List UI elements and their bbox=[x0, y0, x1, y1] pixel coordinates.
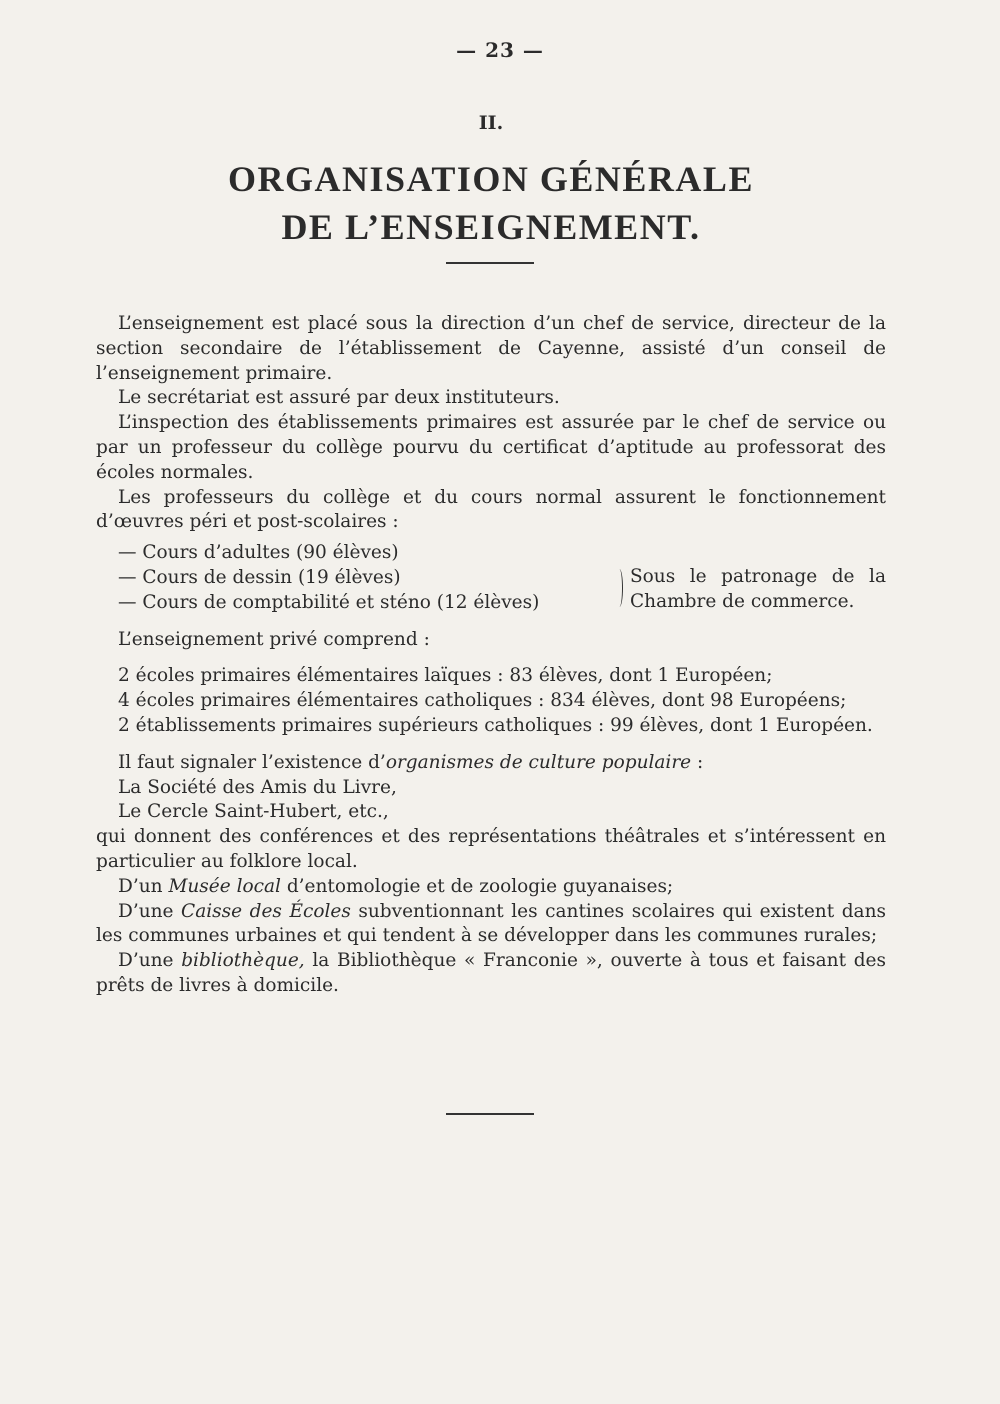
cercle-saint-hubert: Le Cercle Saint-Hubert, etc., bbox=[118, 801, 389, 823]
course-item: — Cours d’adultes (90 élèves) bbox=[118, 542, 399, 564]
paragraph-secretariat: Le secrétariat est assuré par deux instituteurs. bbox=[118, 387, 560, 409]
prive-intro: L’enseignement privé comprend : bbox=[118, 628, 430, 650]
title-rule bbox=[446, 262, 534, 264]
courses-block bbox=[96, 541, 886, 615]
course-item: — Cours de comptabilité et sténo (12 élèves) bbox=[118, 591, 540, 613]
paragraph-conferences: qui donnent des conférences et des représentations théâtrales et s’intéressent en particulier au folklore local. bbox=[96, 826, 886, 872]
paragraph-inspection: L’inspection des établissements primaires est assurée par le chef de service ou par un professeur du collège pourvu du certificat d’aptitude au professorat des écoles normales. bbox=[96, 412, 886, 483]
brace-icon bbox=[612, 541, 626, 615]
page-number: — 23 — bbox=[456, 38, 544, 62]
course-item: — Cours de dessin (19 élèves) bbox=[118, 566, 401, 588]
closing-rule bbox=[446, 1113, 534, 1115]
paragraph-oeuvres: Les professeurs du collège et du cours normal assurent le fonctionnement d’œuvres péri et post-scolaires : bbox=[96, 486, 886, 533]
paragraph-direction: L’enseignement est placé sous la direction d’un chef de service, directeur de la section secondaire de l’établissement de Cayenne, assisté d’un conseil de l’enseignement primaire. bbox=[96, 313, 886, 384]
title-line-1: ORGANISATION GÉNÉRALE bbox=[228, 159, 754, 199]
title-line-2: DE L’ENSEIGNEMENT. bbox=[281, 207, 701, 247]
courses-list bbox=[96, 541, 608, 615]
body-text bbox=[96, 312, 886, 999]
paragraph-musee: D’un Musée local d’entomologie et de zoologie guyanaises; bbox=[118, 875, 674, 897]
section-number: II. bbox=[478, 112, 504, 134]
paragraph-caisse: D’une Caisse des Écoles subventionnant les cantines scolaires qui existent dans les communes urbaines et qui tendent à se développer dans les communes rurales; bbox=[96, 900, 886, 947]
prive-item: 2 établissements primaires supérieurs catholiques : 99 élèves, dont 1 Européen. bbox=[118, 714, 873, 736]
paragraph-culture: Il faut signaler l’existence d’organismes de culture populaire : bbox=[118, 751, 704, 773]
patronage-note: Sous le patronage de la Chambre de commerce. bbox=[630, 566, 886, 612]
societe-amis-livre: La Société des Amis du Livre, bbox=[118, 776, 397, 798]
prive-item: 4 écoles primaires élémentaires catholiques : 834 élèves, dont 98 Européens; bbox=[118, 690, 847, 712]
paragraph-bibliotheque: D’une bibliothèque, la Bibliothèque « Franconie », ouverte à tous et faisant des prêts de livres à domicile. bbox=[96, 950, 886, 996]
prive-item: 2 écoles primaires élémentaires laïques : 83 élèves, dont 1 Européen; bbox=[118, 665, 773, 687]
